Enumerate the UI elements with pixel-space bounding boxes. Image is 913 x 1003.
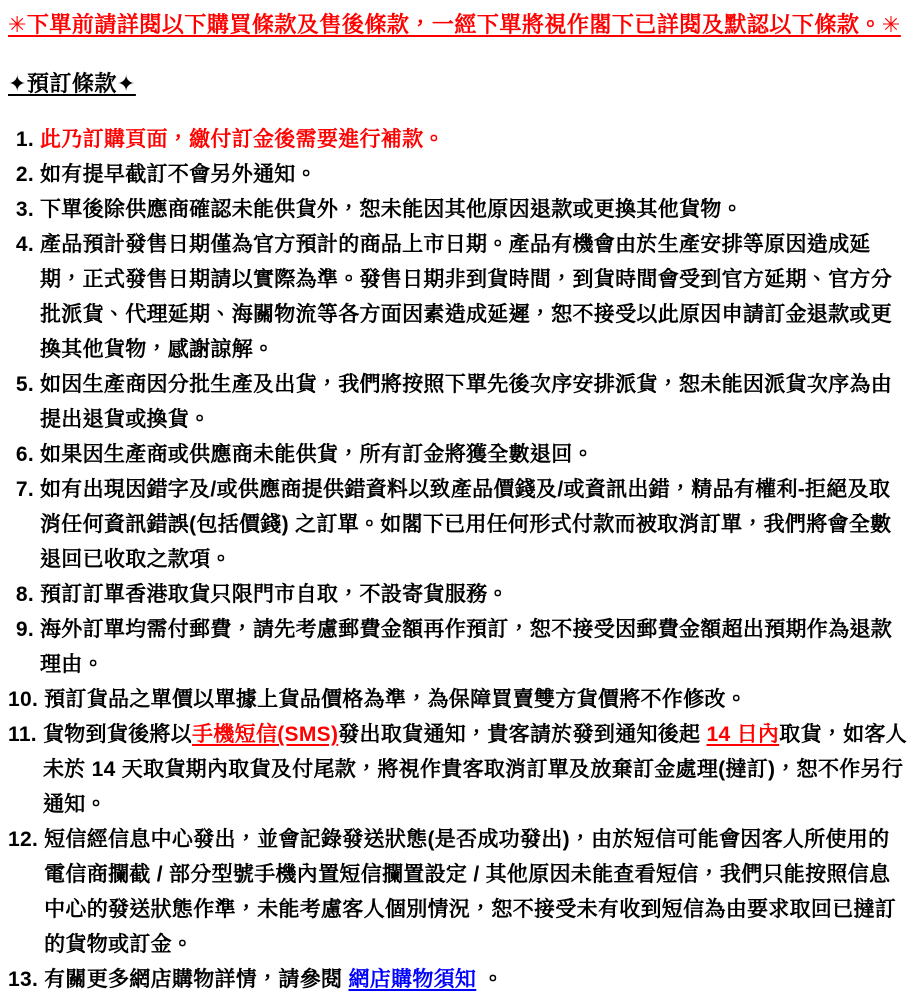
term-run: 下單後除供應商確認未能供貨外，恕未能因其他原因退款或更換其他貨物。: [40, 198, 743, 222]
term-run: 如有出現因錯字及/或供應商提供錯資料以致產品價錢及/或資訊出錯，精品有權利-拒絕及取消任何資訊錯誤(包括價錢) 之訂單。如閣下已用任何形式付款而被取消訂單，我們將會全數退回已收取之款項。: [40, 478, 892, 572]
term-number: 7.: [15, 478, 34, 502]
term-run: 預訂訂單香港取貨只限門市自取，不設寄貨服務。: [40, 583, 509, 607]
term-text: [40, 437, 907, 472]
term-text: [40, 122, 907, 157]
term-number: 5.: [15, 373, 34, 397]
term-run: 短信經信息中心發出，並會記錄發送狀態(是否成功發出)，由於短信可能會因客人所使用的電信商攔截 / 部分型號手機內置短信攔置設定 / 其他原因未能查看短信，我們只能按照信息中心的發送狀態作準，未能考慮客人個別情況，恕不接受未有收到短信為由要求取回已撻訂的貨物或訂金。: [44, 828, 897, 957]
term-run: 發出取貨通知，貴客請於發到通知後起: [338, 723, 707, 747]
term-number: 9.: [15, 618, 34, 642]
term-number: 12.: [8, 828, 39, 852]
term-run: 預訂貨品之單價以單據上貨品價格為準，為保障買賣雙方貨價將不作修改。: [44, 688, 747, 712]
purchase-warning-header: ✳下單前請詳閱以下購買條款及售後條款，一經下單將視作閣下已詳閱及默認以下條款。✳: [8, 12, 901, 37]
term-number: 2.: [15, 163, 34, 187]
term-text: [40, 192, 907, 227]
term-text: [44, 822, 907, 962]
term-run: 此乃訂購頁面，繳付訂金後需要進行補款。: [40, 128, 445, 152]
term-item: [8, 437, 907, 472]
term-number: 3.: [15, 198, 34, 222]
term-run: 海外訂單均需付郵費，請先考慮郵費金額再作預訂，恕不接受因郵費金額超出預期作為退款理由。: [40, 618, 892, 677]
term-item: [8, 157, 907, 192]
term-item: [8, 682, 907, 717]
term-run: 有關更多網店購物詳情，請參閱: [44, 968, 349, 992]
shop-guide-link[interactable]: 網店購物須知: [348, 968, 477, 992]
term-text: [40, 367, 907, 437]
term-text: [44, 682, 907, 717]
term-item: [8, 122, 907, 157]
term-item: [8, 822, 907, 962]
term-text: [44, 962, 907, 997]
term-run: 如因生產商因分批生產及出貨，我們將按照下單先後次序安排派貨，恕未能因派貨次序為由提出退貨或換貨。: [40, 373, 892, 432]
term-number: 1.: [15, 128, 34, 152]
term-text: [40, 227, 907, 367]
term-run: 。: [476, 968, 504, 992]
term-text: [40, 157, 907, 192]
term-number: 8.: [15, 583, 34, 607]
term-item: [8, 962, 907, 997]
term-number: 11.: [8, 723, 37, 747]
term-item: [8, 577, 907, 612]
term-text: [43, 717, 907, 822]
highlighted-text: 手機短信(SMS): [192, 723, 339, 747]
term-number: 13.: [8, 968, 39, 992]
term-item: [8, 227, 907, 367]
term-item: [8, 367, 907, 437]
term-text: [40, 472, 907, 577]
highlighted-text: 14 日內: [706, 723, 780, 747]
term-item: [8, 192, 907, 227]
term-number: 6.: [15, 443, 34, 467]
term-item: [8, 612, 907, 682]
term-run: 如有提早截訂不會另外通知。: [40, 163, 317, 187]
term-number: 10.: [8, 688, 39, 712]
term-number: 4.: [15, 233, 34, 257]
section-title-preorder-terms: ✦預訂條款✦: [8, 70, 136, 96]
term-item: [8, 472, 907, 577]
preorder-terms-list: [8, 122, 907, 997]
term-run: 產品預計發售日期僅為官方預計的商品上市日期。產品有機會由於生產安排等原因造成延期，正式發售日期請以實際為準。發售日期非到貨時間，到貨時間會受到官方延期、官方分批派貨、代理延期、海關物流等各方面因素造成延遲，恕不接受以此原因申請訂金退款或更換其他貨物，感謝諒解。: [40, 233, 892, 362]
term-item: [8, 717, 907, 822]
term-text: [40, 612, 907, 682]
term-run: 貨物到貨後將以: [42, 723, 193, 747]
term-text: [40, 577, 907, 612]
term-run: 取貨，如客人未於 14 天取貨期內取貨及付尾款，將視作貴客取消訂單及放棄訂金處理(撻訂)，恕不作另行通知。: [42, 723, 907, 817]
term-run: 如果因生產商或供應商未能供貨，所有訂金將獲全數退回。: [40, 443, 594, 467]
